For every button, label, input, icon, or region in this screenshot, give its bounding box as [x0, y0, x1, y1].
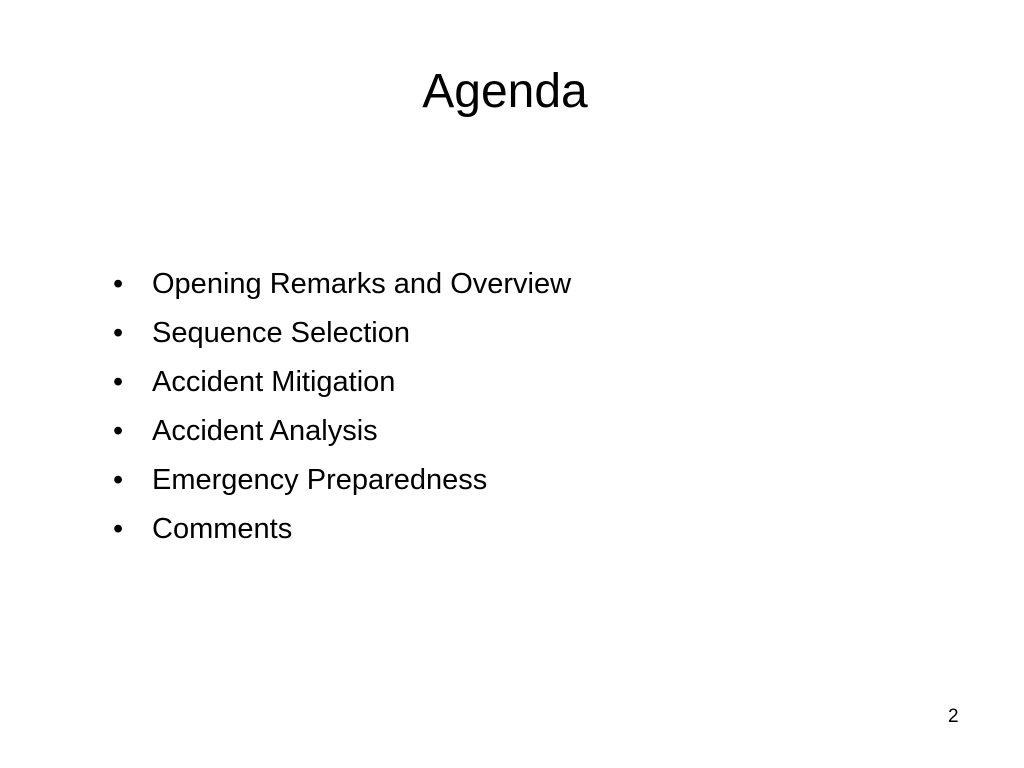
- agenda-item: [113, 458, 571, 507]
- agenda-item-label: Accident Mitigation: [152, 366, 396, 398]
- bullet-icon: •: [113, 415, 124, 447]
- agenda-item: [113, 262, 571, 311]
- bullet-icon: •: [113, 464, 124, 496]
- page-number: 2: [948, 706, 959, 727]
- bullet-icon: •: [113, 513, 124, 545]
- agenda-item-label: Emergency Preparedness: [152, 464, 488, 496]
- agenda-item-label: Comments: [152, 513, 293, 545]
- agenda-item-label: Sequence Selection: [152, 317, 410, 349]
- bullet-icon: •: [113, 268, 124, 300]
- agenda-item: [113, 311, 571, 360]
- agenda-item-label: Opening Remarks and Overview: [152, 268, 572, 300]
- bullet-icon: •: [113, 317, 124, 349]
- agenda-item: [113, 409, 571, 458]
- bullet-icon: •: [113, 366, 124, 398]
- agenda-list: [113, 262, 571, 556]
- agenda-item: [113, 360, 571, 409]
- slide-title: Agenda: [422, 65, 588, 118]
- agenda-item: [113, 507, 571, 556]
- agenda-item-label: Accident Analysis: [152, 415, 378, 447]
